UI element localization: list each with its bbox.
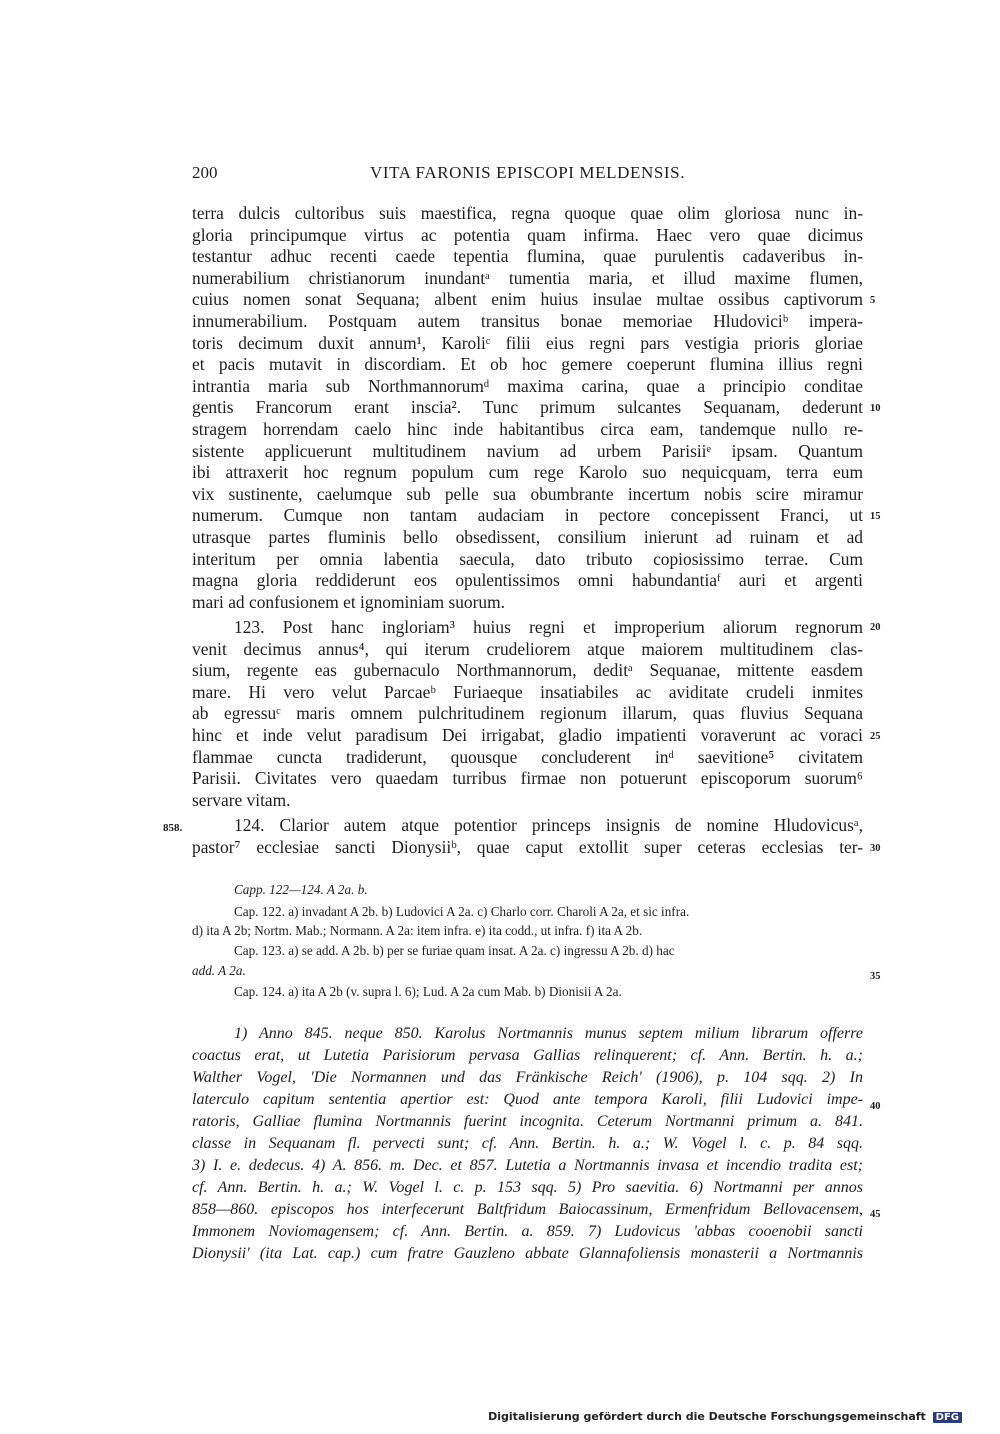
line-number: 5 xyxy=(870,295,876,306)
text-line: ab egressuᶜ maris omnem pulchritudinem regionum illarum, quas fluvius Sequana xyxy=(192,703,863,723)
text-line: sium, regente eas gubernaculo Northmannorum, deditᵃ Sequanae, mittente easdem xyxy=(192,660,863,680)
footnote-line: coactus erat, ut Lutetia Parisiorum pervasa Gallias relinquerent; cf. Ann. Bertin. h. a.; xyxy=(192,1047,863,1064)
text-line: Parisii. Civitates vero quaedam turribus firmae non potuerunt episcoporum suorum⁶ xyxy=(192,768,863,788)
text-line: utrasque partes fluminis bello obsedissent, consilium inierunt ad ruinam et ad xyxy=(192,527,863,547)
text-line: innumerabilium. Postquam autem transitus bonae memoriae Hludoviciᵇ impera- xyxy=(192,311,863,331)
text-line: flammae cuncta tradiderunt, quousque concluderent inᵈ saevitione⁵ civitatem xyxy=(192,747,863,767)
line-number: 40 xyxy=(870,1101,881,1112)
footnote-line: cf. Ann. Bertin. h. a.; W. Vogel l. c. p. 153 sqq. 5) Pro saevitia. 6) Nortmanni per annos xyxy=(192,1179,863,1196)
footnote-line: classe in Sequanam fl. pervecti sunt; cf. Ann. Bertin. h. a.; W. Vogel l. c. p. 84 sqq. xyxy=(192,1135,863,1152)
text-line: venit decimus annus⁴, qui iterum crudeliorem atque maiorem multitudinem clas- xyxy=(192,639,863,659)
text-line: hinc et inde velut paradisum Dei irrigabat, gladio impatienti voraverunt ac voraci xyxy=(192,725,863,745)
text-line: 124. Clarior autem atque potentior princeps insignis de nomine Hludovicusᵃ, xyxy=(234,815,863,835)
dfg-logo: DFG xyxy=(933,1412,962,1423)
text-line: ibi attraxerit hoc regnum populum cum rege Karolo suo nequicquam, terra eum xyxy=(192,462,863,482)
apparatus-line: Cap. 124. a) ita A 2b (v. supra l. 6); Lud. A 2a cum Mab. b) Dionisii A 2a. xyxy=(234,984,622,999)
text-line: interitum per omnia labentia saecula, dato tributo copiosissimo terrae. Cum xyxy=(192,549,863,569)
text-line: toris decimum duxit annum¹, Karoliᶜ filii eius regni pars vestigia prioris gloriae xyxy=(192,333,863,353)
text-line: gentis Francorum erant inscia². Tunc primum sulcantes Sequanam, dederunt xyxy=(192,397,863,417)
text-line: sistente applicuerunt multitudinem navium ad urbem Parisiiᵉ ipsam. Quantum xyxy=(192,441,863,461)
text-line: numerabilium christianorum inundantᵃ tumentia maria, et illud maxime flumen, xyxy=(192,268,863,288)
apparatus-line: d) ita A 2b; Nortm. Mab.; Normann. A 2a: item infra. e) ita codd., ut infra. f) ita A 2b. xyxy=(192,923,643,938)
margin-year: 858. xyxy=(163,822,183,834)
line-number: 15 xyxy=(870,511,881,522)
funding-credit xyxy=(488,1410,962,1423)
footnote-line: Dionysii' (ita Lat. cap.) cum fratre Gauzleno abbate Glannafoliensis monasterii a Nortmannis xyxy=(192,1245,863,1262)
text-line: mari ad confusionem et ignominiam suorum. xyxy=(192,592,505,612)
footnote-line: ratoris, Galliae flumina Nortmannis fuerint incognita. Ceterum Nortmanni primum a. 841. xyxy=(192,1113,863,1130)
text-line: cuius nomen sonat Sequana; albent enim huius insulae multae ossibus captivorum xyxy=(192,289,863,309)
apparatus-line: Cap. 122. a) invadant A 2b. b) Ludovici A 2a. c) Charlo corr. Charoli A 2a, et sic infra. xyxy=(234,904,690,919)
text-line: magna gloria reddiderunt eos opulentissimos omni habundantiaᶠ auri et argenti xyxy=(192,570,863,590)
running-title: VITA FARONIS EPISCOPI MELDENSIS. xyxy=(370,163,686,182)
page-number: 200 xyxy=(192,163,218,182)
line-number: 20 xyxy=(870,622,881,633)
text-line: gloria principumque virtus ac potentia quam infirma. Haec vero quae dicimus xyxy=(192,225,863,245)
funding-text: Digitalisierung gefördert durch die Deutsche Forschungsgemeinschaft xyxy=(488,1410,926,1423)
text-line: testantur adhuc recenti caede tepentia flumina, quae purulentis cadaveribus in- xyxy=(192,246,863,266)
footnote-line: 3) I. e. dedecus. 4) A. 856. m. Dec. et 857. Lutetia a Nortmannis invasa et incendio tradita est; xyxy=(192,1157,863,1174)
line-number: 45 xyxy=(870,1209,881,1220)
text-line: pastor⁷ ecclesiae sancti Dionysiiᵇ, quae caput extollit super ceteras ecclesias ter- xyxy=(192,837,863,857)
line-number: 30 xyxy=(870,843,881,854)
footnote-line: 1) Anno 845. neque 850. Karolus Nortmannis munus septem milium librarum offerre xyxy=(234,1025,863,1042)
text-line: 123. Post hanc ingloriam³ huius regni et improperium aliorum regnorum xyxy=(234,617,863,637)
apparatus-line: Capp. 122—124. A 2a. b. xyxy=(234,882,368,897)
text-line: et pacis mutavit in discordiam. Et ob hoc gemere coeperunt flumina illius regni xyxy=(192,354,863,374)
apparatus-line: Cap. 123. a) se add. A 2b. b) per se furiae quam insat. A 2a. c) ingressu A 2b. d) hac xyxy=(234,943,675,958)
line-number: 10 xyxy=(870,403,881,414)
text-line: terra dulcis cultoribus suis maestifica, regna quoque quae olim gloriosa nunc in- xyxy=(192,203,863,223)
apparatus-line: add. A 2a. xyxy=(192,963,246,978)
line-number: 35 xyxy=(870,971,881,982)
footnote-line: Walther Vogel, 'Die Normannen und das Fränkische Reich' (1906), p. 104 sqq. 2) In xyxy=(192,1069,863,1086)
text-line: intrantia maria sub Northmannorumᵈ maxima carina, quae a principio conditae xyxy=(192,376,863,396)
footnote-line: laterculo capitum sententia apertior est: Quod ante tempora Karoli, filii Ludovici impe- xyxy=(192,1091,863,1108)
line-number: 25 xyxy=(870,731,881,742)
text-line: stragem horrendam caelo hinc inde habitantibus circa eam, tandemque nullo re- xyxy=(192,419,863,439)
text-line: mare. Hi vero velut Parcaeᵇ Furiaeque insatiabiles ac aviditate crudeli inmites xyxy=(192,682,863,702)
text-line: servare vitam. xyxy=(192,790,291,810)
footnote-line: 858—860. episcopos hos interfecerunt Baltfridum Baiocassinum, Ermenfridum Bellovacensem, xyxy=(192,1201,863,1218)
text-line: numerum. Cumque non tantam audaciam in pectore concepissent Franci, ut xyxy=(192,505,863,525)
footnote-line: Immonem Noviomagensem; cf. Ann. Bertin. a. 859. 7) Ludovicus 'abbas cooenobii sancti xyxy=(192,1223,863,1240)
text-line: vix sustinente, caelumque sub pelle sua obumbrante incertum nobis scire miramur xyxy=(192,484,863,504)
